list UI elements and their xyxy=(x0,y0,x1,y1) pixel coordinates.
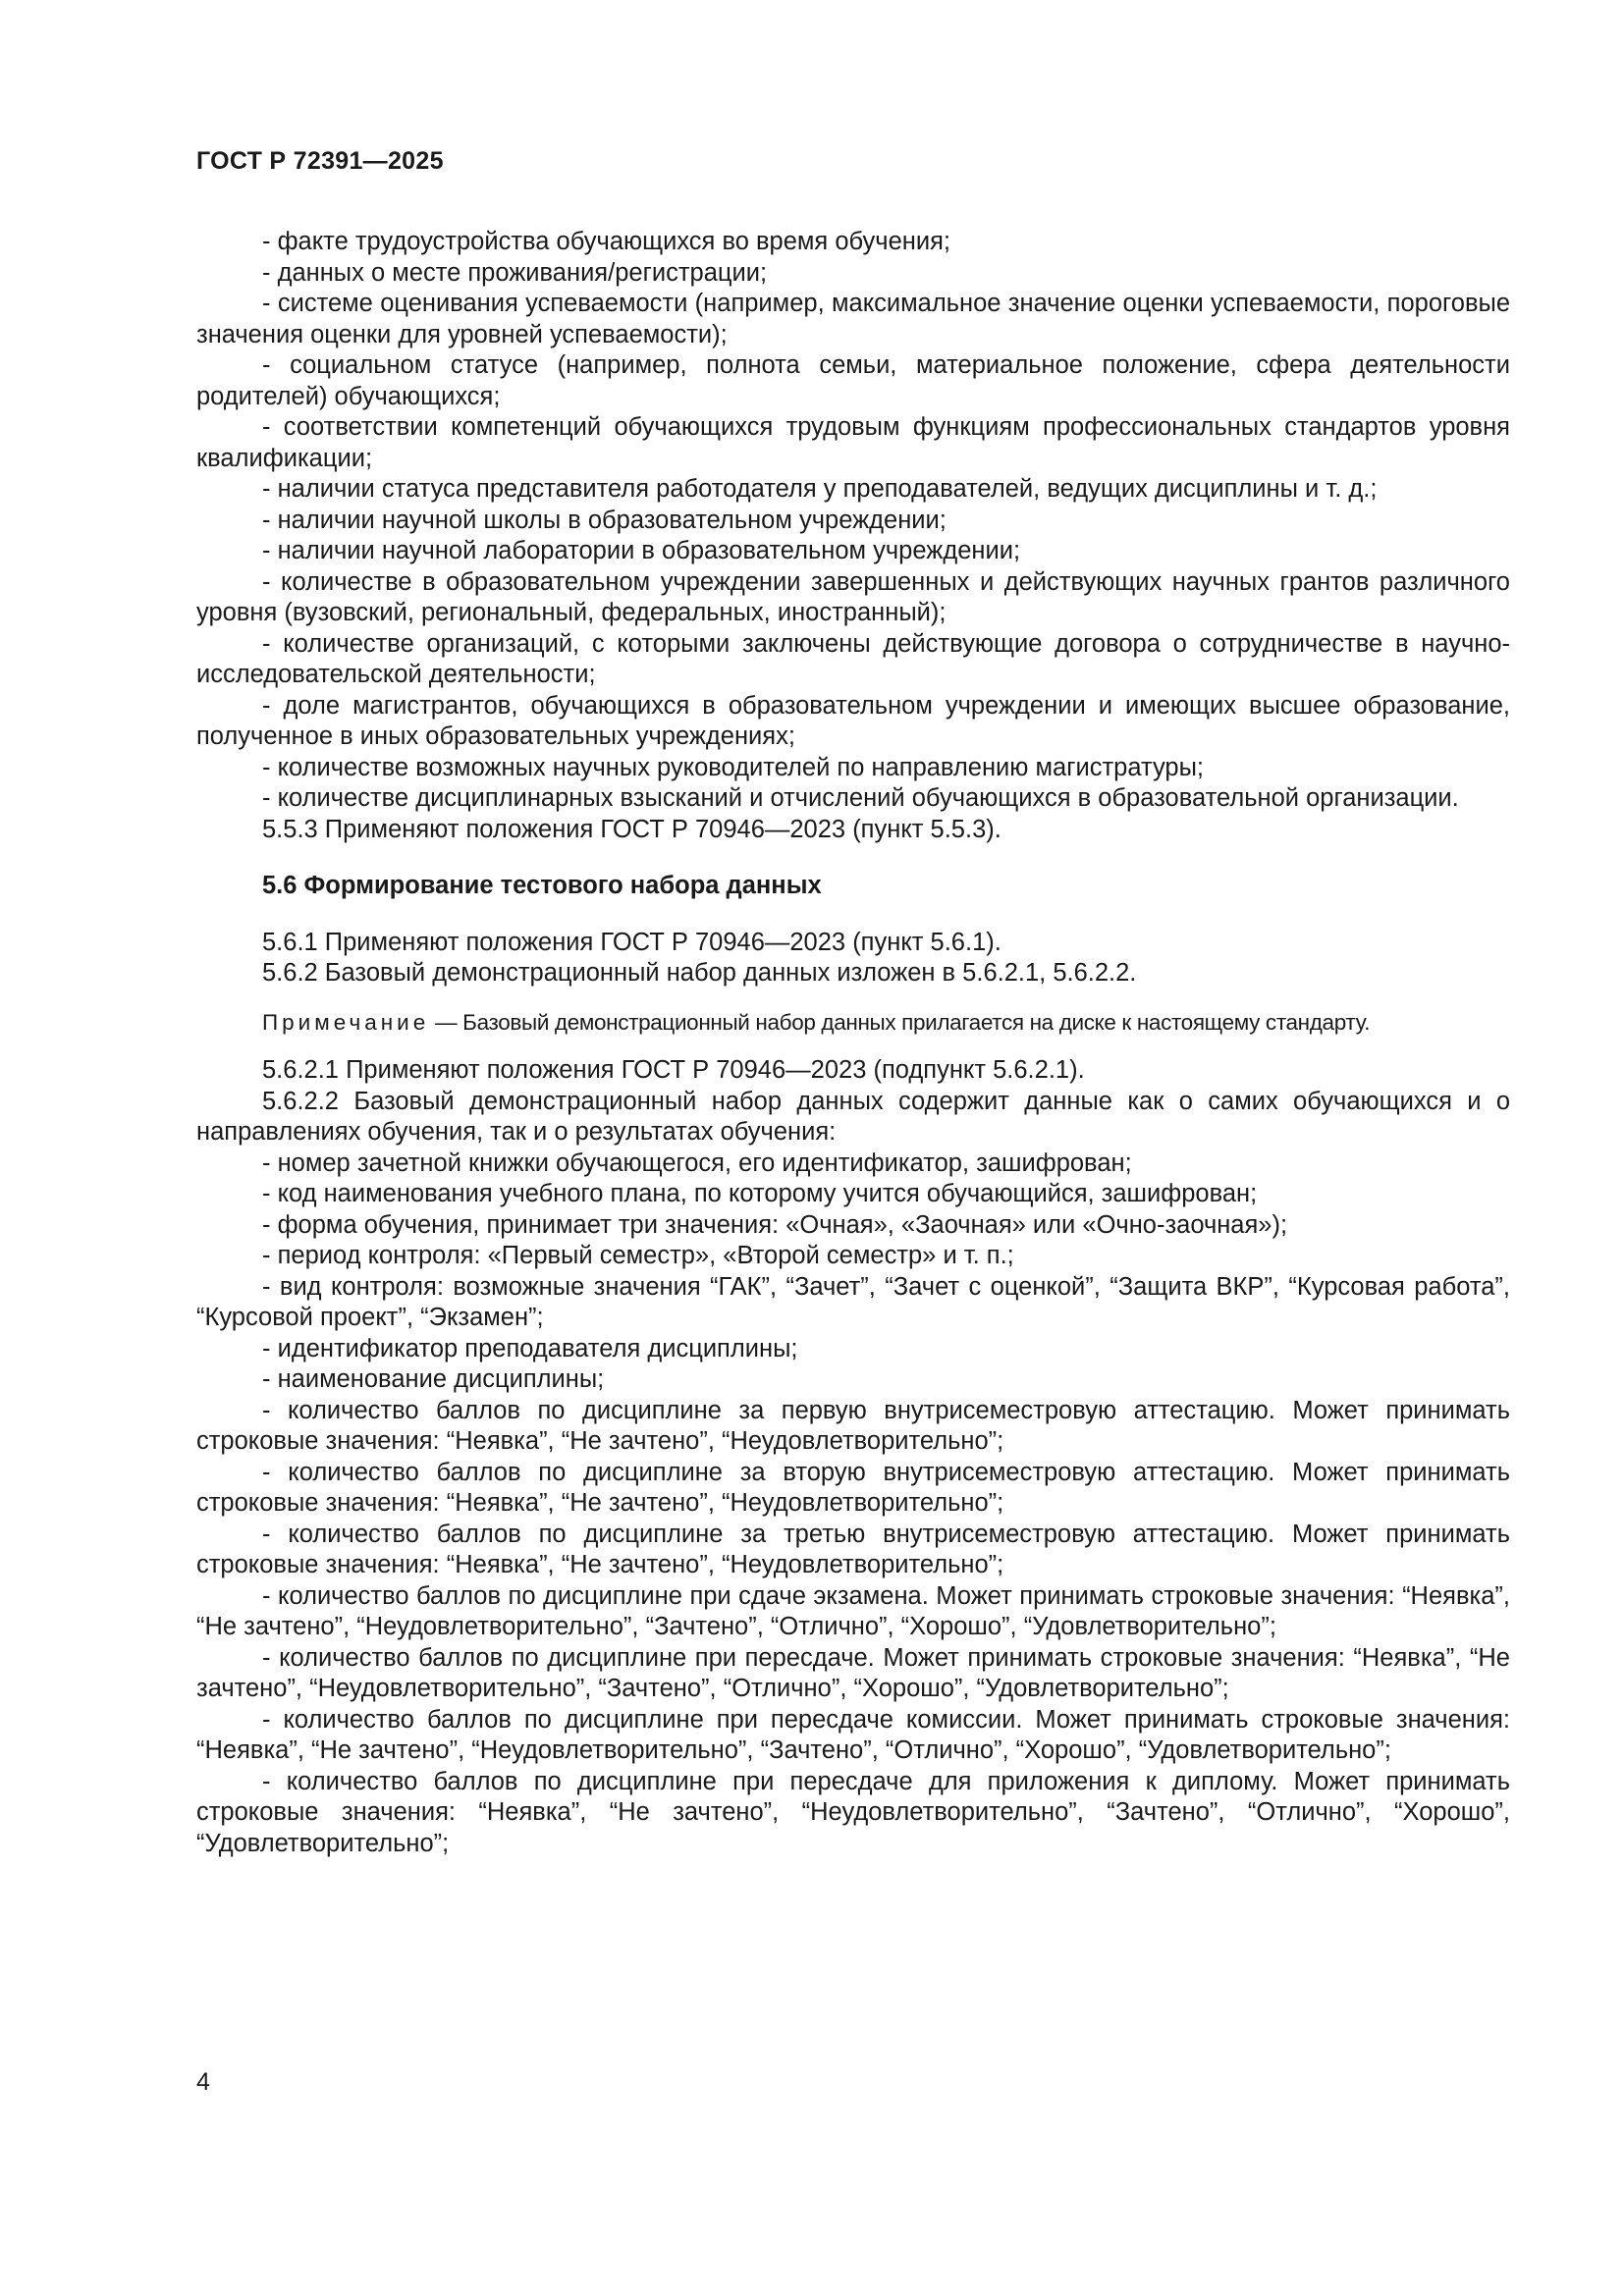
note-label: Примечание xyxy=(262,1009,430,1035)
list-item: - факте трудоустройства обучающихся во время обучения; xyxy=(262,228,950,255)
list-a xyxy=(196,227,1510,815)
list-item: - код наименования учебного плана, по которому учится обучающийся, зашифрован; xyxy=(262,1180,1258,1207)
list-item: - наличии научной школы в образовательном учреждении; xyxy=(262,506,947,534)
list-item: - наименование дисциплины; xyxy=(262,1365,605,1393)
list-item: - количестве возможных научных руководителей по направлению магистратуры; xyxy=(262,753,1205,781)
list-item: - количество баллов по дисциплине при пересдаче. Может принимать строковые значения: “Неявка”, “Не зачтено”, “Неудовлетворительно”, “Зачтено”, “Отлично”, “Хорошо”, “Удовлетворительно”; xyxy=(196,1643,1510,1702)
note-text: — Базовый демонстрационный набор данных прилагается на диске к настоящему стандарту. xyxy=(429,1009,1371,1035)
list-item: - системе оценивания успеваемости (например, максимальное значение оценки успеваемости, пороговые значения оценки для уровней успеваемости); xyxy=(196,290,1510,348)
list-item: - идентификатор преподавателя дисциплины; xyxy=(262,1334,798,1362)
list-item: - количество баллов по дисциплине при пересдаче комиссии. Может принимать строковые значения: “Неявка”, “Не зачтено”, “Неудовлетворительно”, “Зачтено”, “Отлично”, “Хорошо”, “Удовлетворительно”; xyxy=(196,1705,1510,1764)
list-item: - период контроля: «Первый семестр», «Второй семестр» и т. п.; xyxy=(262,1242,1014,1269)
list-item: - наличии статуса представителя работодателя у преподавателей, ведущих дисциплины и т. д.; xyxy=(262,475,1378,503)
list-item: - номер зачетной книжки обучающегося, его идентификатор, зашифрован; xyxy=(262,1148,1132,1177)
clause-5-6-1: 5.6.1 Применяют положения ГОСТ Р 70946—2023 (пункт 5.6.1). xyxy=(262,928,1001,956)
list-item: - количестве дисциплинарных взысканий и отчислений обучающихся в образовательной организации. xyxy=(262,784,1459,812)
list-item: - количестве организаций, с которыми заключены действующие договора о сотрудничестве в научно-исследовательской деятельности; xyxy=(196,629,1510,688)
list-item: - количество баллов по дисциплине за вторую внутрисеместровую аттестацию. Может принимать строковые значения: “Неявка”, “Не зачтено”, “Неудовлетворительно”; xyxy=(196,1458,1510,1517)
list-item: - вид контроля: возможные значения “ГАК”, “Зачет”, “Зачет с оценкой”, “Защита ВКР”, “Курсовая работа”, “Курсовой проект”, “Экзамен”; xyxy=(196,1272,1510,1331)
standard-header: ГОСТ Р 72391—2025 xyxy=(196,147,444,175)
section-5-6-title: 5.6 Формирование тестового набора данных xyxy=(262,872,822,899)
page-number: 4 xyxy=(196,2068,210,2096)
list-item: - количество баллов по дисциплине при пересдаче для приложения к диплому. Может принимать строковые значения: “Неявка”, “Не зачтено”, “Неудовлетворительно”, “Зачтено”, “Отлично”, “Хорошо”, “Удовлетворительно”; xyxy=(196,1767,1510,1857)
list-item: - данных о месте проживания/регистрации; xyxy=(262,258,768,287)
list-item: - форма обучения, принимает три значения: «Очная», «Заочная» или «Очно-заочная»); xyxy=(262,1210,1288,1239)
list-b xyxy=(196,1148,1510,1860)
list-item: - социальном статусе (например, полнота семьи, материальное положение, сфера деятельности родителей) обучающихся; xyxy=(196,351,1510,410)
clause-5-5-3: 5.5.3 Применяют положения ГОСТ Р 70946—2023 (пункт 5.5.3). xyxy=(262,815,1001,843)
clause-5-6-2: 5.6.2 Базовый демонстрационный набор данных изложен в 5.6.2.1, 5.6.2.2. xyxy=(262,959,1137,987)
list-item: - количество баллов по дисциплине за третью внутрисеместровую аттестацию. Может принимать строковые значения: “Неявка”, “Не зачтено”, “Неудовлетворительно”; xyxy=(196,1520,1510,1578)
list-item: - количестве в образовательном учреждении завершенных и действующих научных грантов различного уровня (вузовский, региональный, федеральных, иностранный); xyxy=(196,567,1510,626)
note xyxy=(196,1007,1510,1039)
list-item: - доле магистрантов, обучающихся в образовательном учреждении и имеющих высшее образование, полученное в иных образовательных учреждениях; xyxy=(196,691,1510,750)
list-item: - соответствии компетенций обучающихся трудовым функциям профессиональных стандартов уровня квалификации; xyxy=(196,413,1510,472)
clause-5-6-2-1: 5.6.2.1 Применяют положения ГОСТ Р 70946—2023 (подпункт 5.6.2.1). xyxy=(262,1056,1085,1084)
list-item: - наличии научной лаборатории в образовательном учреждении; xyxy=(262,537,1021,564)
list-item: - количество баллов по дисциплине при сдаче экзамена. Может принимать строковые значения: “Неявка”, “Не зачтено”, “Неудовлетворительно”, “Зачтено”, “Отлично”, “Хорошо”, “Удовлетворительно”; xyxy=(196,1581,1510,1640)
clause-5-6-2-2: 5.6.2.2 Базовый демонстрационный набор данных содержит данные как о самих обучающихся и о направлениях обучения, так и о результатах обучения: xyxy=(196,1087,1510,1146)
list-item: - количество баллов по дисциплине за первую внутрисеместровую аттестацию. Может принимать строковые значения: “Неявка”, “Не зачтено”, “Неудовлетворительно”; xyxy=(196,1396,1510,1455)
document-body xyxy=(196,227,1510,1859)
